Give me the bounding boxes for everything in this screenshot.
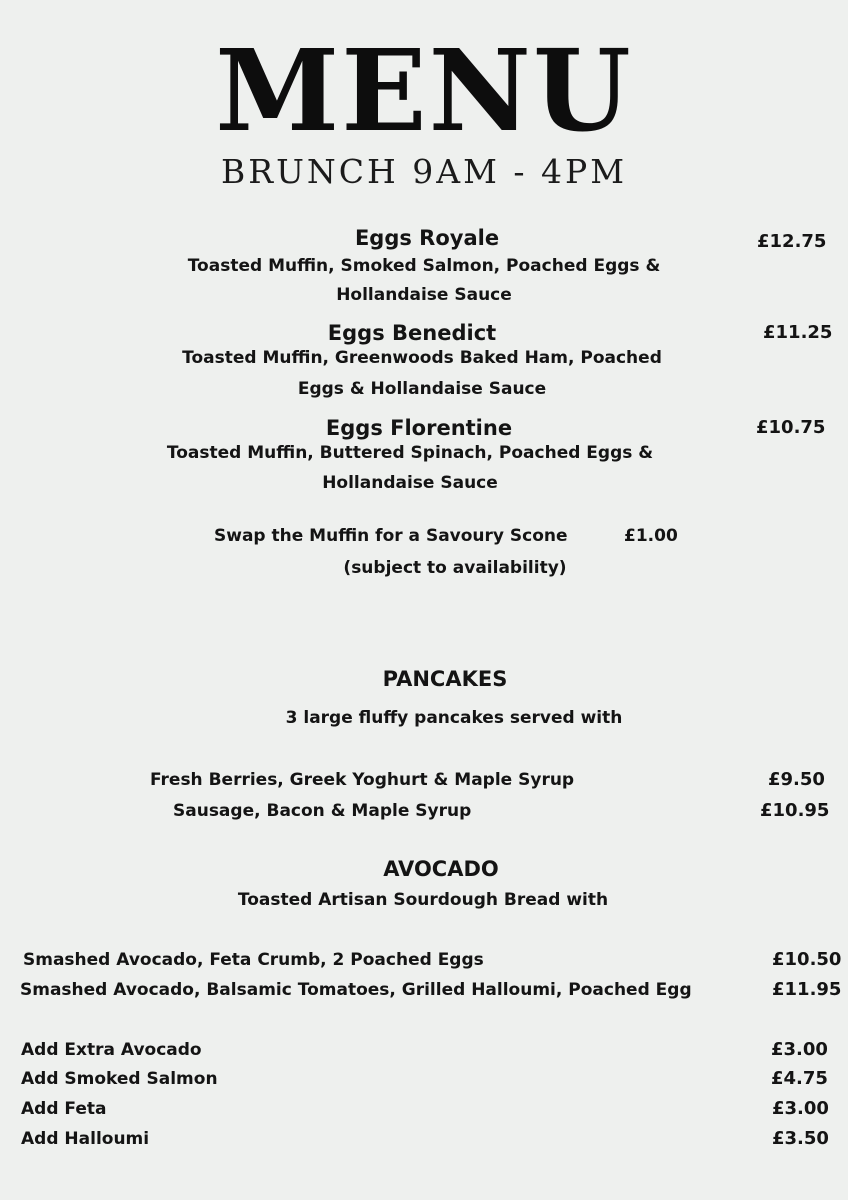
dish-name-eggs-royale: Eggs Royale <box>354 226 500 250</box>
desc-eggs-florentine-line1: Toasted Muffin, Buttered Spinach, Poached Eggs & <box>166 443 654 463</box>
price-pancake-sausage: £10.95 <box>760 800 830 821</box>
price-pancake-berries: £9.50 <box>768 769 825 790</box>
avocado-item-feta: Smashed Avocado, Feta Crumb, 2 Poached Eggs <box>23 950 484 970</box>
price-avocado-halloumi: £11.95 <box>772 979 842 1000</box>
price-extra-feta: £3.00 <box>772 1098 829 1119</box>
pancake-item-berries: Fresh Berries, Greek Yoghurt & Maple Syrup <box>150 770 575 790</box>
price-extra-salmon: £4.75 <box>771 1068 828 1089</box>
desc-eggs-royale-line1: Toasted Muffin, Smoked Salmon, Poached Eggs & <box>187 256 661 276</box>
section-heading-pancakes: PANCAKES <box>382 667 508 691</box>
desc-eggs-benedict-line2: Eggs & Hollandaise Sauce <box>297 379 547 399</box>
price-extra-avocado: £3.00 <box>771 1039 828 1060</box>
section-heading-avocado: AVOCADO <box>383 857 499 881</box>
extra-item-avocado: Add Extra Avocado <box>21 1040 202 1060</box>
price-extra-halloumi: £3.50 <box>772 1128 829 1149</box>
swap-muffin-text: Swap the Muffin for a Savoury Scone <box>214 526 568 546</box>
avocado-item-halloumi: Smashed Avocado, Balsamic Tomatoes, Grilled Halloumi, Poached Egg <box>20 980 692 1000</box>
pancakes-intro: 3 large fluffy pancakes served with <box>285 708 623 728</box>
price-avocado-feta: £10.50 <box>772 949 842 970</box>
price-eggs-royale: £12.75 <box>757 231 827 252</box>
brunch-hours: BRUNCH 9AM - 4PM <box>220 152 628 191</box>
dish-name-eggs-florentine: Eggs Florentine <box>325 416 513 440</box>
dish-name-eggs-benedict: Eggs Benedict <box>327 321 497 345</box>
pancake-item-sausage: Sausage, Bacon & Maple Syrup <box>173 801 472 821</box>
desc-eggs-royale-line2: Hollandaise Sauce <box>336 285 512 305</box>
extra-item-feta: Add Feta <box>21 1099 107 1119</box>
avocado-intro: Toasted Artisan Sourdough Bread with <box>237 890 609 910</box>
swap-muffin-price: £1.00 <box>624 526 678 546</box>
extra-item-salmon: Add Smoked Salmon <box>21 1069 218 1089</box>
desc-eggs-benedict-line1: Toasted Muffin, Greenwoods Baked Ham, Poached <box>182 348 662 368</box>
availability-note: (subject to availability) <box>343 558 567 578</box>
menu-title: MENU <box>215 26 633 157</box>
desc-eggs-florentine-line2: Hollandaise Sauce <box>322 473 498 493</box>
price-eggs-florentine: £10.75 <box>756 417 826 438</box>
extra-item-halloumi: Add Halloumi <box>21 1129 150 1149</box>
price-eggs-benedict: £11.25 <box>763 322 833 343</box>
